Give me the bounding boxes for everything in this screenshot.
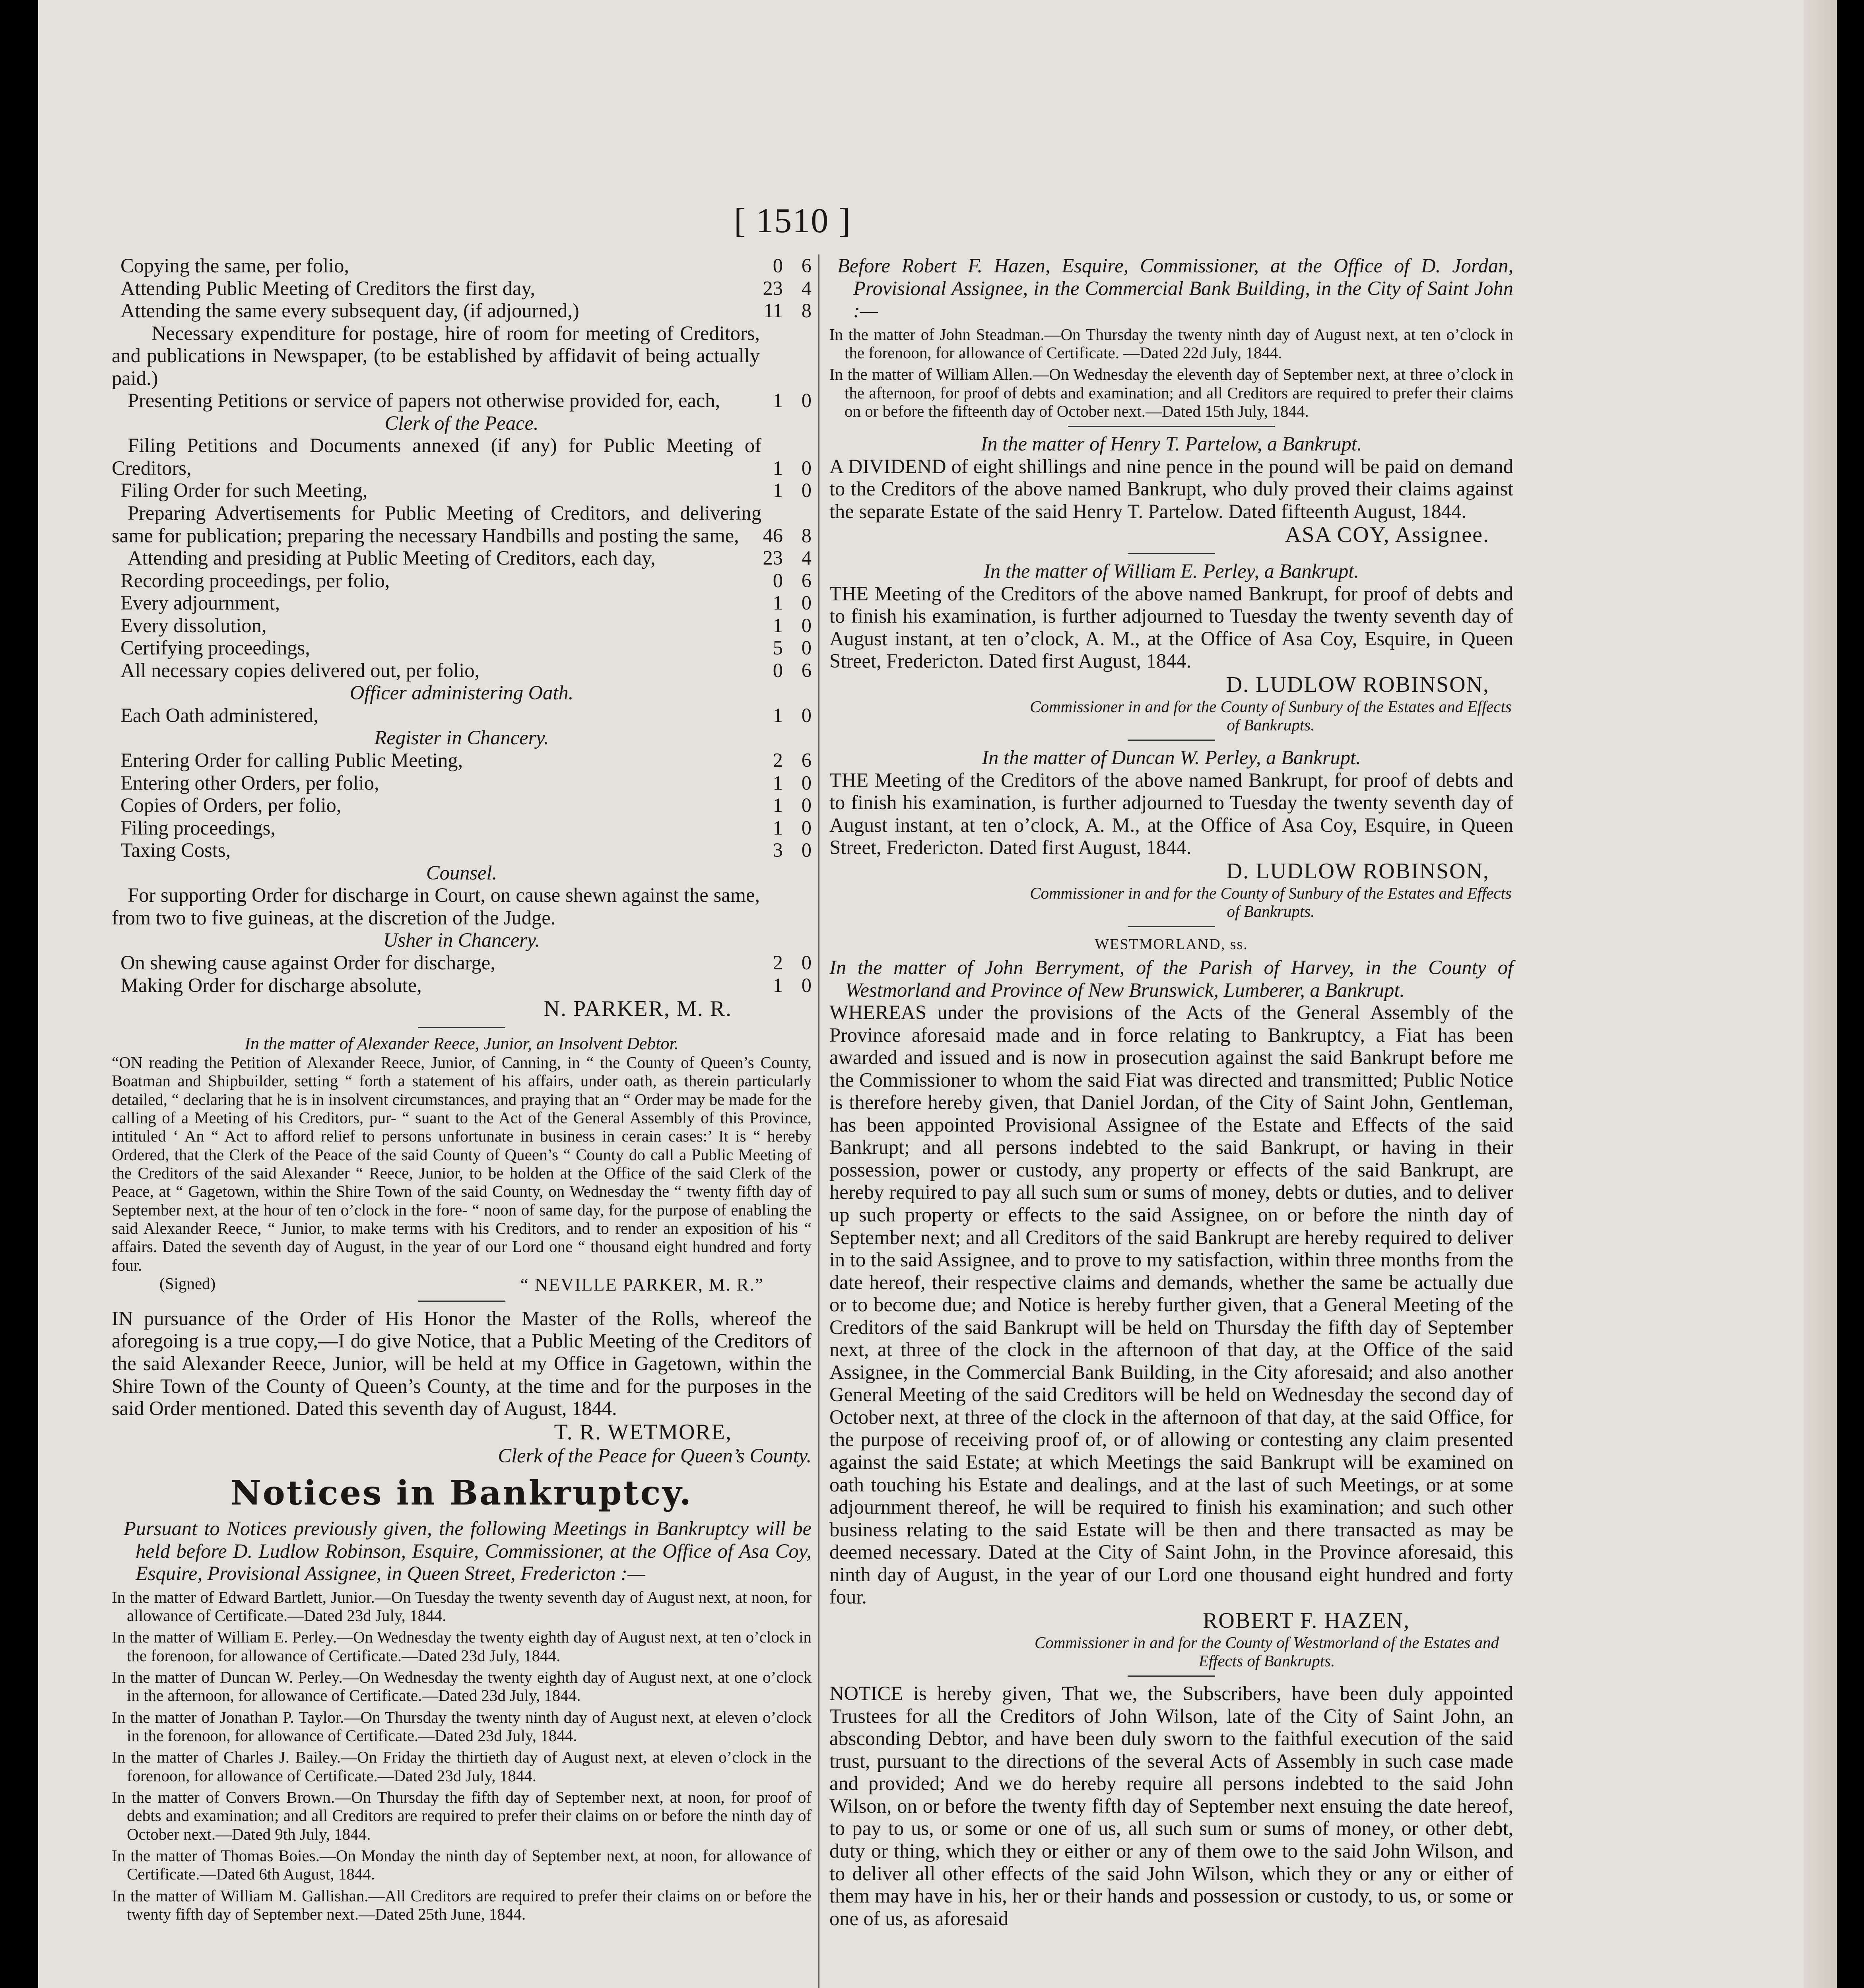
dperley-paragraph: THE Meeting of the Creditors of the above named Bankrupt, for proof of debts and to finish his examination, is further adjourned to Tuesday the twenty seventh day of August instant, at ten o’clock, A. M., at the Office of Asa Coy, Esquire, in Queen Street, Fredericton. Dated first August, 1844. <box>829 769 1513 859</box>
fee-row: Entering other Orders, per folio, 1 0 <box>120 771 812 794</box>
wperley-heading: In the matter of William E. Perley, a Bankrupt. <box>984 560 1359 582</box>
fee-row: Each Oath administered, 1 0 <box>120 704 812 726</box>
robinson-signature: D. LUDLOW ROBINSON, <box>1226 859 1489 884</box>
dperley-heading: In the matter of Duncan W. Perley, a Bankrupt. <box>982 746 1361 769</box>
list-item: In the matter of William Allen.—On Wednesday the eleventh day of September next, at three o’clock in the afternoon, for proof of debts and examination; and all Creditors are required to prefer their claims on or before the fifteenth day of October next.—Dated 15th July, 1844. <box>829 365 1513 420</box>
right-column <box>829 254 1513 1930</box>
fee-row: Filing proceedings, 1 0 <box>120 816 812 839</box>
usher-heading: Usher in Chancery. <box>383 929 540 951</box>
fee-row: On shewing cause against Order for discharge, 2 0 <box>120 951 812 974</box>
fee-row: Every dissolution, 1 0 <box>120 614 812 637</box>
coy-signature: ASA COY, Assignee. <box>1285 522 1489 547</box>
section-rule <box>418 1027 505 1028</box>
wetmore-signature: T. R. WETMORE, <box>554 1419 732 1444</box>
section-rule <box>418 1301 505 1302</box>
fee-row: Copying the same, per folio, 0 6 <box>120 254 812 277</box>
list-item: In the matter of Thomas Boies.—On Monday the ninth day of September next, at noon, for allowance of Certificate.—Dated 6th August, 1844. <box>112 1846 812 1883</box>
fee-row: Recording proceedings, per folio, 0 6 <box>120 569 812 592</box>
neville-parker-signature: “ NEVILLE PARKER, M. R.” <box>520 1274 764 1295</box>
fee-row: Certifying proceedings, 5 0 <box>120 637 812 659</box>
section-rule <box>1128 926 1215 927</box>
fee-row: Making Order for discharge absolute, 1 0 <box>120 974 812 996</box>
list-item: In the matter of William E. Perley.—On Wednesday the twenty eighth day of August next, at ten o’clock in the forenoon, for allowance of Certificate.—Dated 23d July, 1844. <box>112 1628 812 1665</box>
partelow-heading: In the matter of Henry T. Partelow, a Bankrupt. <box>981 433 1362 455</box>
list-item: In the matter of Duncan W. Perley.—On Wednesday the twenty eighth day of August next, at one o’clock in the afternoon, for allowance of Certificate.—Dated 23d July, 1844. <box>112 1668 812 1705</box>
section-rule <box>1128 740 1215 741</box>
filing-paragraph: Filing Petitions and Documents annexed (if any) for Public Meeting of Creditors, <box>112 434 761 479</box>
robinson-title: Commissioner in and for the County of Sunbury of the Estates and Effects of Bankrupts. <box>1030 883 1512 921</box>
list-item: In the matter of Edward Bartlett, Junior.—On Tuesday the twenty seventh day of August next, at noon, for allowance of Certificate.—Dated 23d July, 1844. <box>112 1588 812 1625</box>
column-divider <box>818 254 819 1988</box>
signed-label: (Signed) <box>159 1274 216 1293</box>
fee-row: Attending Public Meeting of Creditors the first day, 23 4 <box>120 277 812 299</box>
notices-heading: Notices in Bankruptcy. <box>231 1473 693 1512</box>
pursuant-paragraph: Pursuant to Notices previously given, the following Meetings in Bankruptcy will be held before D. Ludlow Robinson, Esquire, Commissioner, at the Office of Asa Coy, Esquire, Provisional Assignee, in Queen Street, Fredericton :— <box>124 1517 812 1585</box>
reece-heading: In the matter of Alexander Reece, Junior, an Insolvent Debtor. <box>245 1033 679 1053</box>
hazen-signature: ROBERT F. HAZEN, <box>1203 1608 1410 1633</box>
counsel-heading: Counsel. <box>426 861 497 884</box>
counsel-paragraph: For supporting Order for discharge in Court, on cause shewn against the same, from two to five guineas, at the discretion of the Judge. <box>112 884 760 929</box>
fee-row: Entering Order for calling Public Meeting, 2 6 <box>120 749 812 772</box>
section-rule <box>1128 553 1215 554</box>
preparing-paragraph: Preparing Advertisements for Public Meeting of Creditors, and delivering same for publication; preparing the necessary Handbills and posting the same, <box>112 502 761 547</box>
fee-row: Filing Order for such Meeting, 1 0 <box>120 479 812 502</box>
reece-order-text: “ON reading the Petition of Alexander Reece, Junior, of Canning, in “ the County of Queen’s County, Boatman and Shipbuilder, setting “ forth a statement of his affairs, under oath, as therein particularly detailed, “ declaring that he is in insolvent circumstances, and praying that an “ Order may be made for the calling of a Meeting of his Creditors, pur- “ suant to the Act of the General Assembly of this Province, intituled ‘ An “ Act to afford relief to persons unfortunate in business in cerain cases:’ It is “ hereby Ordered, that the Clerk of the Peace of the said County of Queen’s “ County do call a Public Meeting of the Creditors of the said Alexander “ Reece, Junior, to be holden at the Office of the said Clerk of the Peace, at “ Gagetown, within the Shire Town of the said County, on Wednesday the “ twenty fifth day of September next, at the hour of ten o’clock in the fore- “ noon of same day, for the purpose of enabling the said Alexander Reece, “ Junior, to make terms with his Creditors, and to render an exposition of his “ affairs. Dated the seventh day of August, in the year of our Lord one “ thousand eight hundred and forty four. <box>112 1053 812 1274</box>
oath-heading: Officer administering Oath. <box>350 681 574 704</box>
whereas-paragraph: WHEREAS under the provisions of the Acts of the General Assembly of the Province aforesaid made and in force relating to Bankruptcy, a Fiat has been awarded and issued and is now in prosecution against the said Bankrupt before me the Commissioner to whom the said Fiat was directed and transmitted; Public Notice is therefore hereby given, that Daniel Jordan, of the City of Saint John, Gentleman, has been appointed Provisional Assignee of the Estate and Effects of the said Bankrupt; and all persons indebted to the said Bankrupt, or having in their possession, power or custody, any property or effects of the said Bankrupt, are hereby required to pay all such sum or sums of money, debts or duties, and to deliver up such property or effects to the said Assignee, on or before the ninth day of September next; and all Creditors of the said Bankrupt are hereby required to deliver in to the said Assignee, and to prove to my satisfaction, within three months from the date hereof, their respective claims and demands, whether the same be actually due or to become due; and Notice is hereby further given, that a General Meeting of the Creditors of the said Bankrupt will be held on Thursday the fifth day of September next, at three of the clock in the afternoon of that day, at the Office of the said Assignee, in the Commercial Bank Building, in the City aforesaid; and also another General Meeting of the said Creditors will be held on Wednesday the second day of October next, at three of the clock in the afternoon of that day, at the said Office, for the purpose of receiving proof of, or of allowing or contesting any claim presented against the said Estate; at which Meetings the said Bankrupt will be examined on oath touching his Estate and dealings, and at the last of such Meetings, or at some adjournment thereof, he will be required to finish his examination; and such other business relating to the said Estate will be then and there transacted as may be deemed necessary. Dated at the City of Saint John, in the Province aforesaid, this ninth day of August, in the year of our Lord one thousand eight hundred and forty four. <box>829 1001 1513 1608</box>
berryment-heading: In the matter of John Berryment, of the Parish of Harvey, in the County of Westmorland and Province of New Brunswick, Lumberer, a Bankrupt. <box>829 956 1513 1001</box>
list-item: In the matter of Jonathan P. Taylor.—On Thursday the twenty ninth day of August next, at eleven o’clock in the forenoon, for allowance of Certificate.—Dated 23d July, 1844. <box>112 1708 812 1745</box>
fee-row: Every adjournment, 1 0 <box>120 592 812 614</box>
hazen-intro: Before Robert F. Hazen, Esquire, Commissioner, at the Office of D. Jordan, Provisional Assignee, in the Commercial Bank Building, in the City of Saint John :— <box>837 254 1513 322</box>
list-item: In the matter of Charles J. Bailey.—On Friday the thirtieth day of August next, at eleven o’clock in the forenoon, for allowance of Certificate.—Dated 23d July, 1844. <box>112 1748 812 1785</box>
postage-paragraph: Necessary expenditure for postage, hire of room for meeting of Creditors, and publications in Newspaper, (to be established by affidavit of being actually paid.) <box>112 322 760 389</box>
pursuance-paragraph: IN pursuance of the Order of His Honor the Master of the Rolls, whereof the aforegoing is a true copy,—I do give Notice, that a Public Meeting of the Creditors of the said Alexander Reece, Junior, will be held at my Office in Gagetown, within the Shire Town of the County of Queen’s County, at the time and for the purposes in the said Order mentioned. Dated this seventh day of August, 1844. <box>112 1307 812 1420</box>
list-item: In the matter of Convers Brown.—On Thursday the fifth day of September next, at noon, for proof of debts and examination; and all Creditors are required to prefer their claims on or before the ninth day of October next.—Dated 9th July, 1844. <box>112 1788 812 1843</box>
partelow-paragraph: A DIVIDEND of eight shillings and nine pence in the pound will be paid on demand to the Creditors of the above named Bankrupt, who duly proved their claims against the separate Estate of the said Henry T. Partelow. Dated fifteenth August, 1844. <box>829 455 1513 522</box>
fee-row: Attending the same every subsequent day, (if adjourned,) 11 8 <box>120 299 812 322</box>
page-fold-shadow <box>1804 0 1837 1988</box>
wperley-paragraph: THE Meeting of the Creditors of the above named Bankrupt, for proof of debts and to finish his examination, is further adjourned to Tuesday the twenty seventh day of August instant, at ten o’clock, A. M., at the Office of Asa Coy, Esquire, in Queen Street, Fredericton. Dated first August, 1844. <box>829 582 1513 672</box>
section-rule <box>1068 426 1275 427</box>
clerk-heading: Clerk of the Peace. <box>384 412 539 434</box>
fee-row: Copies of Orders, per folio, 1 0 <box>120 794 812 817</box>
hazen-title: Commissioner in and for the County of Westmorland of the Estates and Effects of Bankrupts. <box>1034 1633 1499 1670</box>
section-rule <box>1128 1675 1215 1677</box>
robinson-signature: D. LUDLOW ROBINSON, <box>1226 672 1489 697</box>
wetmore-title: Clerk of the Peace for Queen’s County. <box>498 1444 812 1467</box>
register-heading: Register in Chancery. <box>374 726 549 749</box>
attending-paragraph: Attending and presiding at Public Meeting of Creditors, each day, <box>128 547 656 569</box>
list-item: In the matter of William M. Gallishan.—All Creditors are required to prefer their claims on or before the twenty fifth day of September next.—Dated 25th June, 1844. <box>112 1886 812 1923</box>
page-number: [ 1510 ] <box>734 202 851 240</box>
westmorland-label: WESTMORLAND, ss. <box>1095 936 1248 953</box>
parker-signature: N. PARKER, M. R. <box>544 996 732 1021</box>
fee-row: Taxing Costs, 3 0 <box>120 839 812 862</box>
robinson-title: Commissioner in and for the County of Sunbury of the Estates and Effects of Bankrupts. <box>1030 697 1512 734</box>
list-item: In the matter of John Steadman.—On Thursday the twenty ninth day of August next, at ten o’clock in the forenoon, for allowance of Certificate. —Dated 22d July, 1844. <box>829 325 1513 362</box>
presenting-paragraph: Presenting Petitions or service of papers not otherwise provided for, each, <box>128 389 720 412</box>
left-column: Copying the same, per folio, 0 6 Attending Public Meeting of Creditors the first day, 23 4 Attending the same every subsequent day, (if adjourned,) 11 8 Necessary expenditure for postage, hire of room for meeting of Creditors, and publications in Newspaper, (to be established by affidavit of being actually paid.) Presenting Petitions or service of papers not otherwise provided for, each, 1 0 Clerk of the Peace. Filing Petitions and Documents annexed (if any) for Public Meeting of Creditors, 1 0 Filing Order for such Meeting, 1 0 Preparing Advertisements for Public Meeting of Creditors, and delivering same for publication; preparing the necessary Handbills and posting the same, 46 8 Attending and presiding at Public Meeting of Creditors, each day, 23 4 Recording proceedings, per folio, 0 6 Every adjournment, 1 0 Every dissolution, 1 0 Certifying proceedings, 5 0 All necessary copies delivered out, per folio, 0 6 Officer administering Oath. Each Oath administered, 1 0 Register in Chancery. Entering Order for calling Public Meeting, 2 6 Entering other Orders, per folio, 1 0 Copies of Orders, per folio, 1 0 Filing proceedings, 1 0 Taxing Costs, 3 0 Counsel. For supporting Order for discharge in Court, on cause shewn against the same, from two to five guineas, at the discretion of the Judge. Usher in Chancery. On shewing cause against Order for discharge, 2 0 Making Order for discharge absolute, 1 0 N. PARKER, M. R. In the matter of Alexander Reece, Junior, an Insolvent Debtor. “ON reading the Petition of Alexander Reece, Junior, of Canning, in “ the County of Queen’s County, Boatman and Shipbuilder, setting “ forth a statement of his affairs, under oath, as therein particularly detailed, “ declaring that he is in insolvent circumstances, and praying that an “ Order may be made for the calling of a Meeting of his Creditors, pur- “ suant to the Act of the General Assembly of this Province, intituled ‘ An “ Act to afford relief to persons unfortunate in business in cerain cases:’ It is “ hereby Ordered, that the Clerk of the Peace of the said County of Queen’s “ County do call a Public Meeting of the Creditors of the said Alexander “ Reece, Junior, to be holden at the Office of the said Clerk of the Peace, at “ Gagetown, within the Shire Town of the said County, on Wednesday the “ twenty fifth day of September next, at the hour of ten o’clock in the fore- “ noon of same day, for the purpose of enabling the said Alexander Reece, “ Junior, to make terms with his Creditors, and to render an exposition of his “ affairs. Dated the seventh day of August, in the year of our Lord one “ thousand eight hundred and forty four. (Signed) “ NEVILLE PARKER, M. R.” IN pursuance of the Order of His Honor the Master of the Rolls, whereof the aforegoing is a true copy,—I do give Notice, that a Public Meeting of the Creditors of the said Alexander Reece, Junior, will be held at my Office in Gagetown, within the Shire Town of the County of Queen’s County, at the time and for the purposes in the said Order mentioned. Dated this seventh day of August, 1844. T. R. WETMORE, Clerk of the Peace for Queen’s County. Notices in Bankruptcy. Pursuant to Notices previously given, the following Meetings in Bankruptcy will be held before D. Ludlow Robinson, Esquire, Commissioner, at the Office of Asa Coy, Esquire, Provisional Assignee, in Queen Street, Fredericton :— In the matter of Edward Bartlett, Junior.—On Tuesday the twenty seventh day of August next, at noon, for allowance of Certificate.—Dated 23d July, 1844. In the matter of William E. Perley.—On Wednesday the twenty eighth day of August next, at ten o’clock in the forenoon, for allowance of Certificate.—Dated 23d July, 1844. In the matter of Duncan W. Perley.—On Wednesday the twenty eighth day of August next, at one o’clock in the afternoon, for allowance of Certificate.—Dated 23d July, 1844. In the matter of Jonathan P. Taylor.—On Thursday the twenty ninth day of August next, at eleven o’clock in the forenoon, for allowance of Certificate.—Dated 23d July, 1844. In the matter of Charles J. Bailey.—On Friday the thirtieth day of August next, at eleven o’clock in the forenoon, for allowance of Certificate.—Dated 23d July, 1844. In the matter of Convers Brown.—On Thursday the fifth day of September next, at noon, for proof of debts and examination; and all Creditors are required to prefer their claims on or before the ninth day of October next.—Dated 9th July, 1844. In the matter of Thomas Boies.—On Monday the ninth day of September next, at noon, for allowance of Certificate.—Dated 6th August, 1844. In the matter of William M. Gallishan.—All Creditors are required to prefer their claims on or before the twenty fifth day of September next.—Dated 25th June, 1844. <box>112 254 812 1923</box>
wilson-notice-paragraph: NOTICE is hereby given, That we, the Subscribers, have been duly appointed Trustees for all the Creditors of John Wilson, late of the City of Saint John, an absconding Debtor, and have been duly sworn to the faithful execution of the said trust, pursuant to the directions of the several Acts of Assembly in such case made and provided; And we do hereby require all persons indebted to the said John Wilson, on or before the twenty fifth day of September next ensuing the date hereof, to pay to us, or some or one of us, all such sum or sums of money, or other debt, duty or thing, which they or either or any of them owe to the said John Wilson, and to deliver all other effects of the said John Wilson, which they or any or either of them may have in his, her or their hands and possession or custody, to us, or some or one of us, as aforesaid <box>829 1682 1513 1930</box>
fee-row: All necessary copies delivered out, per folio, 0 6 <box>120 659 812 681</box>
gazette-page <box>38 0 1837 1988</box>
meetings-list <box>112 1588 812 1924</box>
